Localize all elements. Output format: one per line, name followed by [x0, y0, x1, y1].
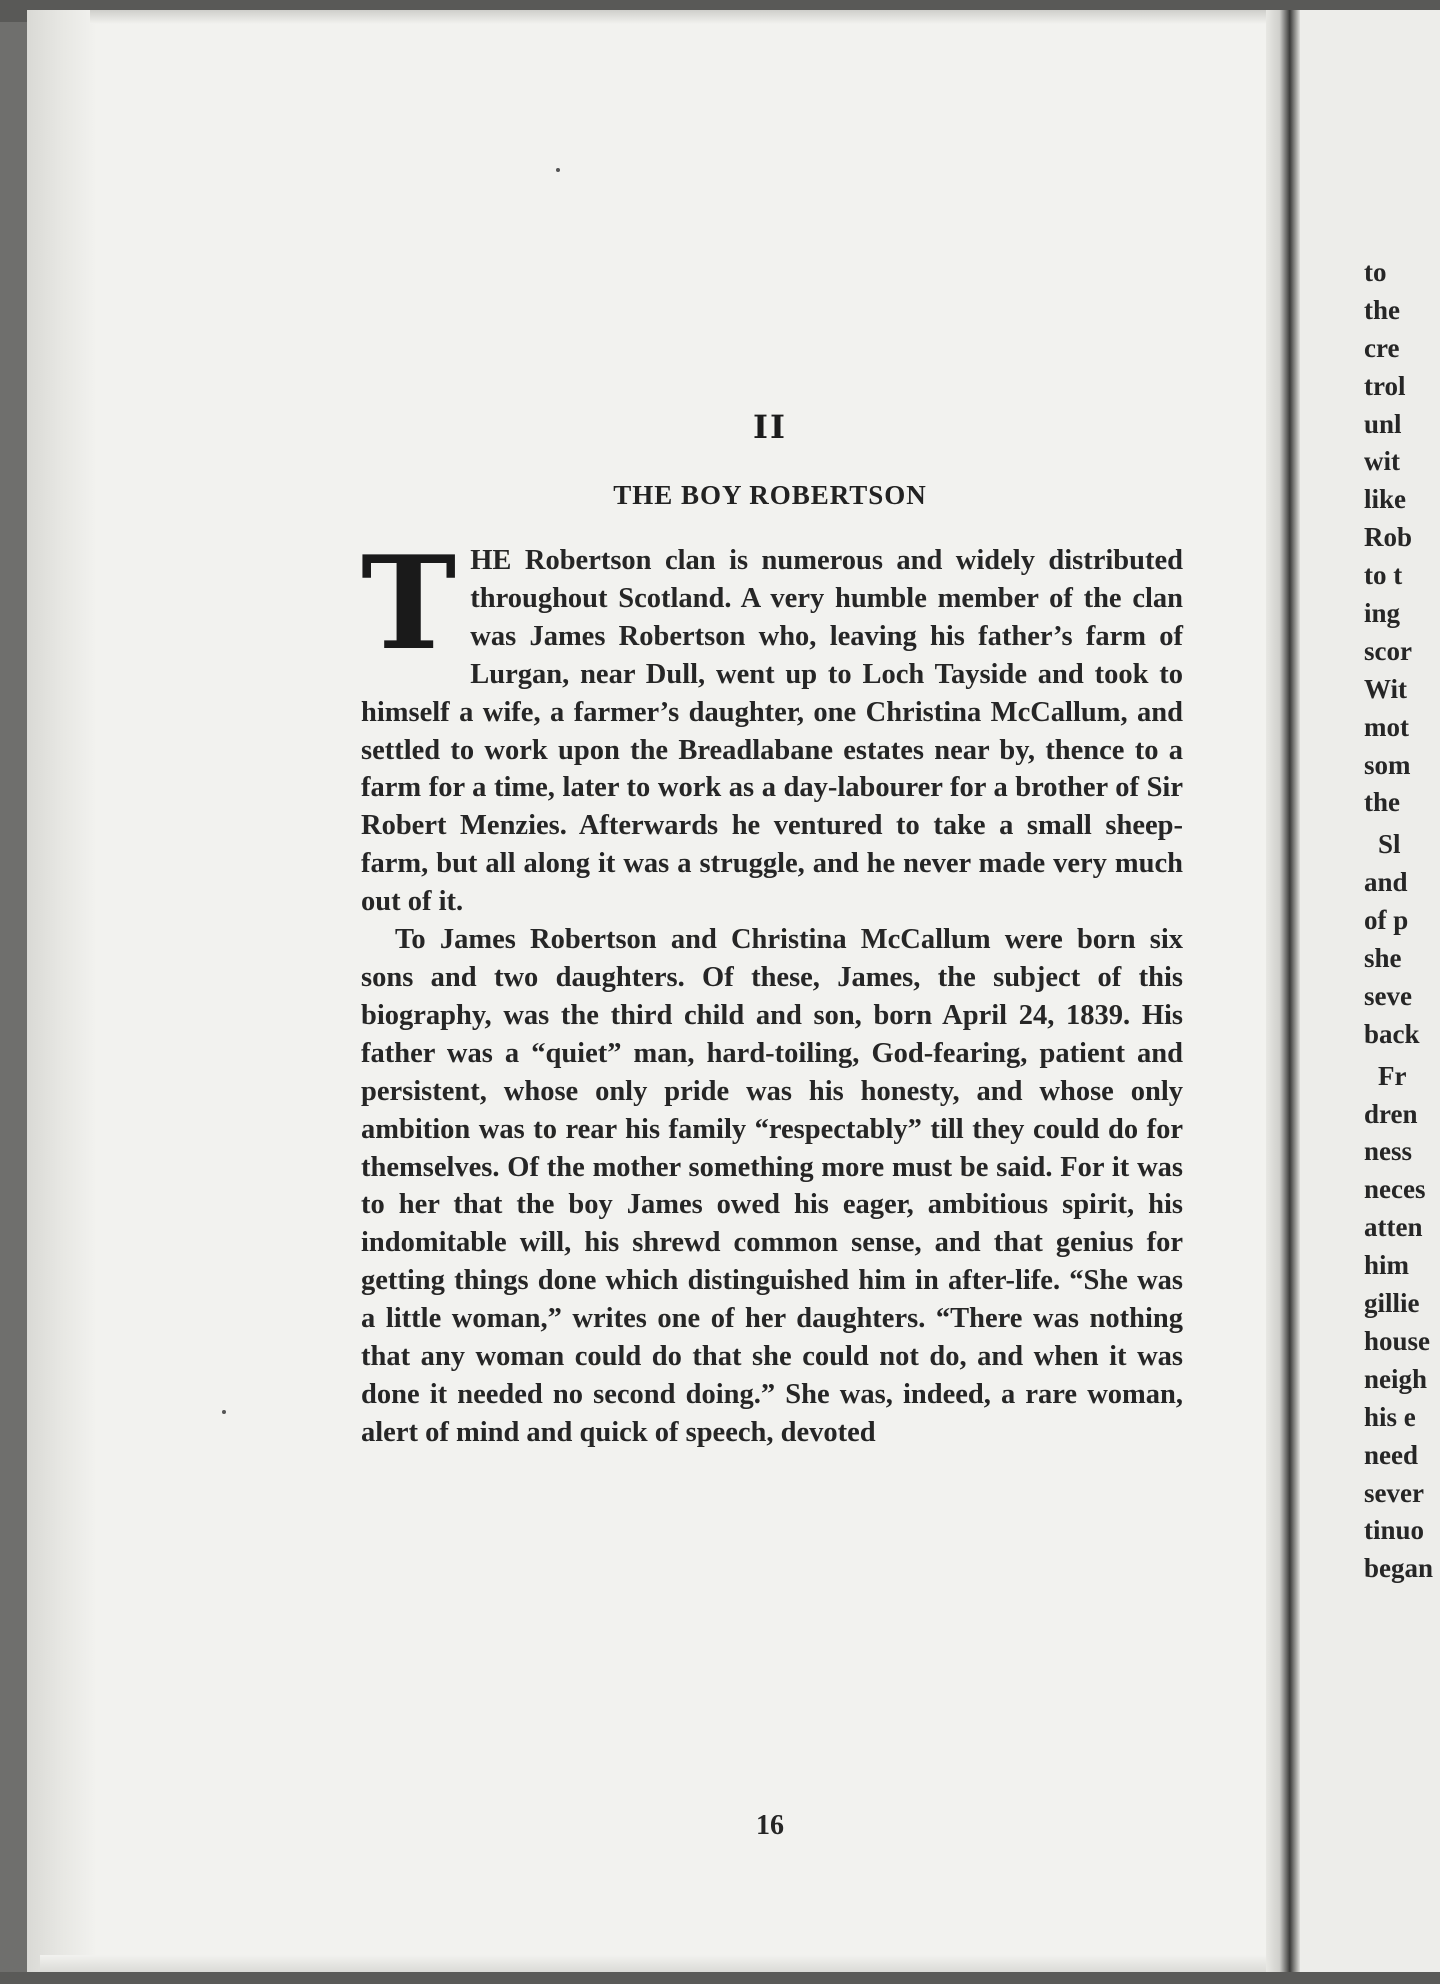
book-gutter	[1266, 10, 1300, 1975]
facing-line: like	[1364, 484, 1407, 515]
facing-line: mot	[1364, 711, 1409, 742]
facing-line: need	[1364, 1439, 1418, 1470]
facing-line: ness	[1364, 1136, 1413, 1167]
paragraph-1-text: HE Robertson clan is numerous and widely distributed throughout Scotland. A very humble member of the clan was James Robertson who, leaving his father’s farm of Lurgan, near Dull, went up to Loch Tayside and took to himself a wife, a farmer’s daughter, one Christina McCallum, and settled to work upon the Breadlabane estates near by, thence to a farm for a time, later to work as a day-labourer for a brother of Sir Robert Menzies. Afterwards he ventured to take a small sheep-farm, but all along it was a struggle, and he never made very much out of it.	[361, 545, 1183, 918]
drop-cap: T	[361, 529, 457, 679]
facing-line: of p	[1364, 905, 1409, 936]
top-page-shading	[90, 10, 1290, 24]
page-number: 16	[756, 1810, 784, 1841]
facing-line: began	[1364, 1553, 1434, 1584]
facing-line: to	[1364, 257, 1387, 287]
paragraph-1	[361, 529, 1183, 921]
facing-line: tinuo	[1364, 1515, 1425, 1546]
facing-line: to t	[1364, 560, 1403, 591]
chapter-number: II	[753, 408, 787, 446]
scan-bottom-edge	[0, 1972, 1440, 1984]
facing-line: she	[1364, 943, 1402, 974]
facing-line: the	[1364, 294, 1400, 325]
facing-line: wit	[1364, 446, 1400, 477]
speck	[222, 1410, 226, 1414]
facing-line: atten	[1364, 1212, 1423, 1243]
left-page-edge-shading	[27, 10, 97, 1975]
facing-line: him	[1364, 1250, 1410, 1281]
speck	[556, 168, 560, 172]
facing-line: sever	[1364, 1477, 1424, 1508]
facing-line: neigh	[1364, 1363, 1428, 1394]
facing-page-text	[1364, 254, 1440, 1588]
facing-line: ing	[1364, 598, 1401, 629]
facing-line: som	[1364, 749, 1411, 780]
paragraph-2: To James Robertson and Christina McCallum were born six sons and two daughters. Of these, James, the subject of this biography, was the third child and son, born April 24, 1839. His father was a “quiet” man, hard-toiling, God-fearing, patient and persistent, whose only pride was his honesty, and whose only ambition was to rear his family “respectably” till they could do for themselves. Of the mother something more must be said. For it was to her that the boy James owed his eager, ambitious spirit, his indomitable will, his shrewd common sense, and that genius for getting things done which distinguished him in after-life. “She was a little woman,” writes one of her daughters. “There was nothing that any woman could do that she could not do, and when it was done it needed no second doing.” She was, indeed, a rare woman, alert of mind and quick of speech, devoted	[361, 924, 1183, 1448]
facing-line: and	[1364, 867, 1408, 898]
facing-line: house	[1364, 1325, 1431, 1356]
body-text	[361, 529, 1183, 1452]
facing-line: unl	[1364, 408, 1402, 439]
facing-line: trol	[1364, 370, 1406, 401]
facing-line: Wit	[1364, 673, 1408, 704]
facing-line: dren	[1364, 1098, 1418, 1129]
facing-line: neces	[1364, 1174, 1426, 1205]
facing-line: cre	[1364, 332, 1400, 363]
facing-line: back	[1364, 1018, 1420, 1049]
facing-line: scor	[1364, 635, 1412, 666]
facing-line: Fr	[1378, 1060, 1407, 1091]
facing-line: the	[1364, 787, 1400, 818]
facing-line: Rob	[1364, 522, 1413, 553]
facing-line: his e	[1364, 1401, 1416, 1432]
facing-line: Sl	[1378, 829, 1401, 860]
facing-line: gillie	[1364, 1288, 1420, 1319]
facing-line: seve	[1364, 980, 1412, 1011]
chapter-title: THE BOY ROBERTSON	[613, 480, 927, 510]
